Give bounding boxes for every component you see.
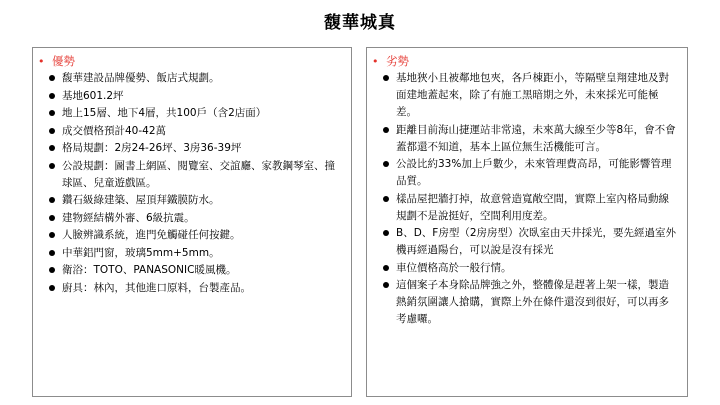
disadvantages-heading: 劣勢 [386,54,409,68]
list-item-text: 廚具：林內，其他進口原料，台製產品。 [62,281,251,294]
list-item-text: 衛浴：TOTO、PANASONIC暖風機。 [62,264,237,276]
bullet-dot-icon [49,285,55,291]
list-item [381,122,677,156]
list-item [47,158,343,192]
advantages-heading-row [38,53,75,69]
bullet-dot-icon [49,232,55,238]
list-item [381,225,677,259]
bullet-dot-icon [383,230,389,236]
list-item-text: 樣品屋把牆打掉，故意營造寬敞空間，實際上室內格局動線規劃不是說挺好，空間利用度差。 [396,192,669,222]
bullet-dot-icon [383,127,389,133]
bullet-dot-icon [49,215,55,221]
list-item [381,277,677,328]
list-item-text: 公設規劃：圖書上網區、閱覽室、交誼廳、家教鋼琴室、撞球區、兒童遊戲區。 [62,159,335,189]
bullet-dot-icon [49,128,55,134]
list-item-text: 這個案子本身除品牌強之外，整體像是趕著上架一樣，製造熱銷氛圍讓人搶購，實際上外在條件還沒到很好，可以再多考慮囉。 [396,279,669,325]
bullet-dot-icon [49,267,55,273]
list-item [47,88,343,105]
bullet-dot-icon [383,265,389,271]
bullet-dot-icon [49,75,55,81]
list-item [47,123,343,140]
advantages-panel [32,47,352,397]
list-item [381,70,677,121]
bullet-dot-icon [49,145,55,151]
list-item [47,262,343,279]
list-item [381,191,677,225]
list-item-text: 基地601.2坪 [62,89,124,102]
bullet-dot-icon [49,110,55,116]
list-item [47,280,343,297]
list-item-text: 中華鋁門窗，玻璃5mm+5mm。 [62,246,220,259]
list-item [47,140,343,157]
list-item-text: B、D、F房型（2房房型）次臥室由天井採光，要先經過室外機再經過陽台，可以說是沒有採光 [396,227,677,256]
list-item-text: 成交價格預計40-42萬 [62,124,167,137]
list-item [47,210,343,227]
list-item [47,70,343,87]
disadvantages-heading-row [372,53,409,69]
list-item-text: 地上15層、地下4層，共100戶（含2店面） [62,107,267,119]
list-item-text: 鑽石級綠建築、屋頂拜鐵膜防水。 [62,194,220,206]
list-item-text: 公設比約33%加上戶數少，未來管理費高昂，可能影響管理品質。 [396,158,672,187]
list-item-text: 車位價格高於一般行情。 [396,261,512,274]
bullet-dot-icon [49,250,55,256]
list-item [47,245,343,262]
advantages-list [47,70,343,297]
bullet-dot-icon [383,161,389,167]
bullet-dot-icon [49,163,55,169]
heading-bullet-icon: • [38,54,45,68]
list-item-text: 格局規劃：2房24-26坪、3房36-39坪 [62,142,242,154]
list-item [47,227,343,244]
list-item-text: 距離目前海山捷運站非常遠，未來萬大線至少等8年，會不會蓋都還不知道，基本上區位無生活機能可言。 [396,123,676,153]
bullet-dot-icon [383,75,389,81]
list-item [381,156,677,190]
list-item [381,260,677,277]
list-item-text: 基地狹小且被鄰地包夾，各戶棟距小，等隔壁皇翔建地及對面建地蓋起來，除了有施工黑暗期之外，未來採光可能極差。 [396,72,669,118]
bullet-dot-icon [49,197,55,203]
advantages-heading: 優勢 [52,54,75,68]
list-item-text: 馥華建設品牌優勢、飯店式規劃。 [62,72,220,84]
bullet-dot-icon [383,196,389,202]
bullet-dot-icon [383,282,389,288]
disadvantages-list [381,70,677,329]
bullet-dot-icon [49,93,55,99]
slide-title: 馥華城真 [324,13,396,33]
disadvantages-panel [366,47,688,397]
list-item-text: 人臉辨識系統，進門免觸碰任何按鍵。 [62,229,241,241]
list-item-text: 建物經結構外審、6級抗震。 [62,211,195,224]
list-item [47,192,343,209]
list-item [47,105,343,122]
heading-bullet-icon: • [372,54,379,68]
